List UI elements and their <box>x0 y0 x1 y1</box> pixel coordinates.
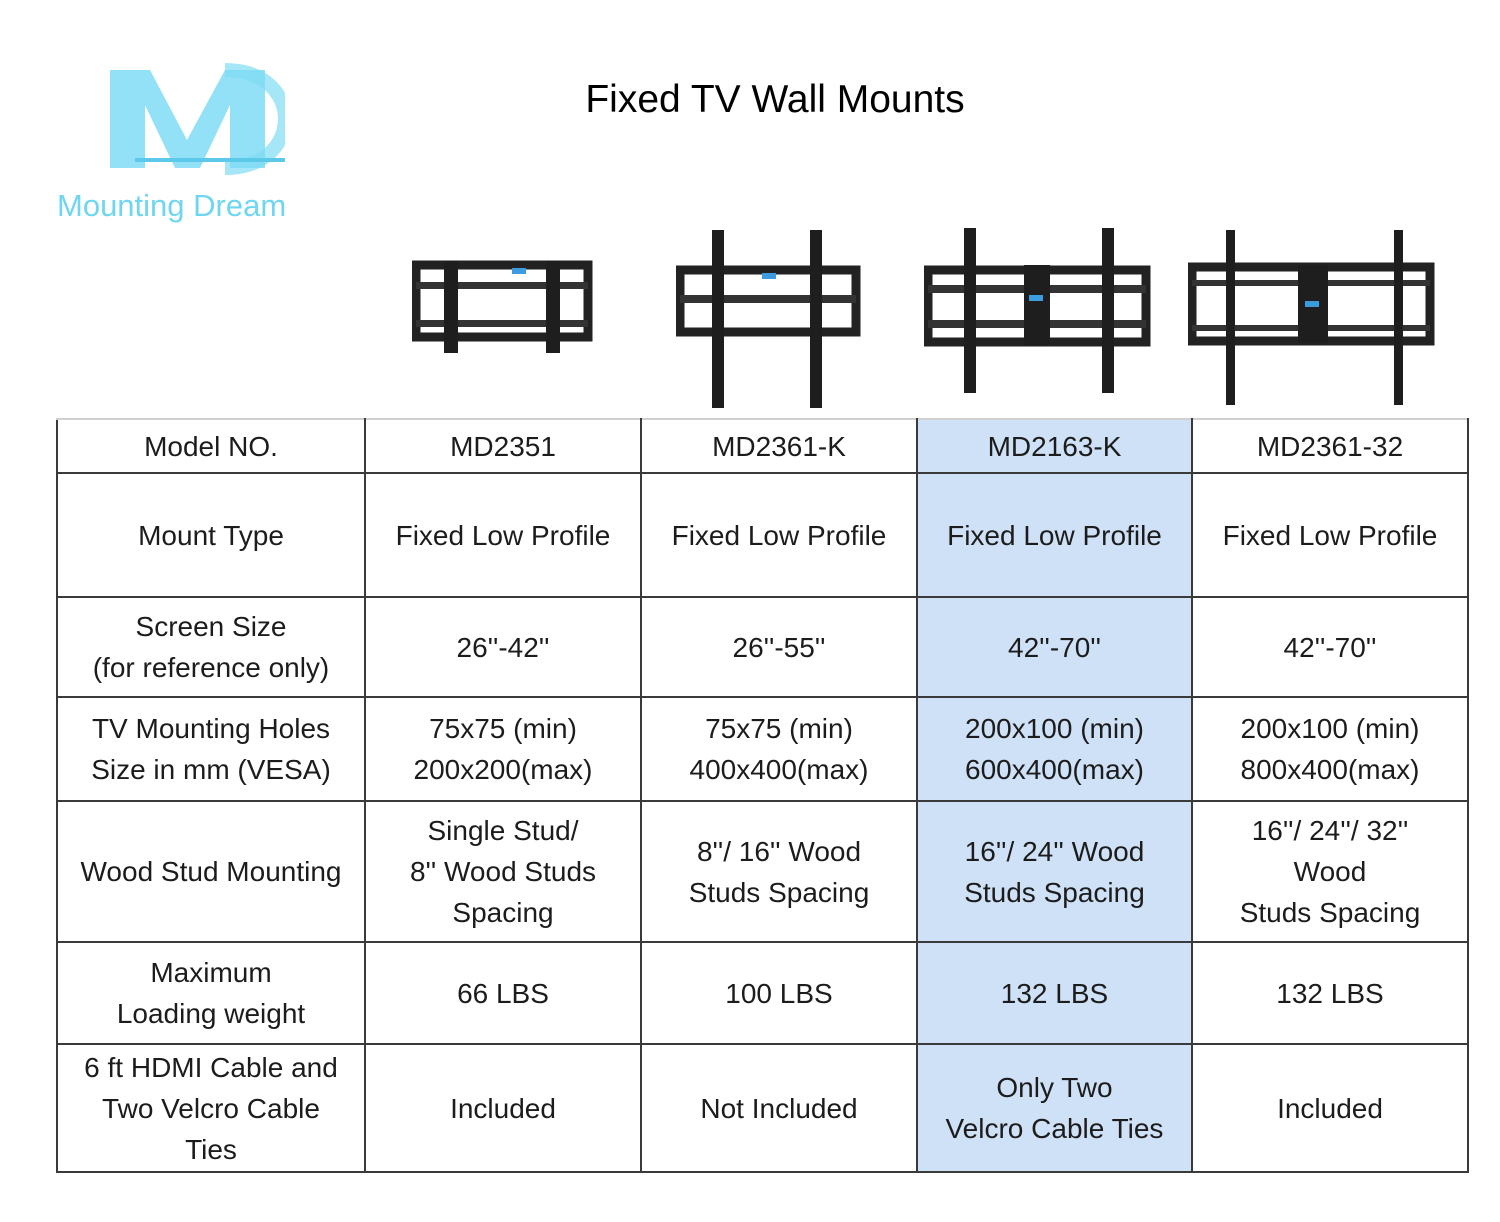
row-label: Maximum Loading weight <box>57 942 365 1044</box>
product-image-md2163k <box>924 225 1152 410</box>
brand-name: Mounting Dream <box>57 188 287 223</box>
table-cell: 42''-70'' <box>917 597 1192 697</box>
page-title: Fixed TV Wall Mounts <box>585 78 965 121</box>
table-cell: MD2163-K <box>917 419 1192 473</box>
table-cell: 16''/ 24'' Wood Studs Spacing <box>917 801 1192 942</box>
table-cell: Only Two Velcro Cable Ties <box>917 1044 1192 1172</box>
spec-table <box>56 418 1469 1173</box>
tv-mount-md2361k-icon <box>676 225 862 410</box>
table-cell: 200x100 (min) 800x400(max) <box>1192 697 1468 801</box>
table-cell: Fixed Low Profile <box>365 473 641 597</box>
table-cell: Fixed Low Profile <box>1192 473 1468 597</box>
table-cell: Not Included <box>641 1044 917 1172</box>
table-cell: Fixed Low Profile <box>917 473 1192 597</box>
product-image-md2361k <box>676 225 862 410</box>
table-cell: 75x75 (min) 200x200(max) <box>365 697 641 801</box>
product-image-md2351 <box>412 225 594 410</box>
row-label: Screen Size (for reference only) <box>57 597 365 697</box>
product-image-md2361-32 <box>1188 225 1436 410</box>
mount-type-row <box>57 473 1468 597</box>
table-cell: 75x75 (min) 400x400(max) <box>641 697 917 801</box>
vesa-row <box>57 697 1468 801</box>
tv-mount-md2163k-icon <box>924 225 1152 410</box>
table-cell: 8''/ 16'' Wood Studs Spacing <box>641 801 917 942</box>
table-cell: 132 LBS <box>917 942 1192 1044</box>
table-cell: 26''-55'' <box>641 597 917 697</box>
max-weight-row <box>57 942 1468 1044</box>
hdmi-cable-row <box>57 1044 1468 1172</box>
table-cell: 16''/ 24''/ 32'' Wood Studs Spacing <box>1192 801 1468 942</box>
row-label: Mount Type <box>57 473 365 597</box>
table-cell: 200x100 (min) 600x400(max) <box>917 697 1192 801</box>
table-cell: MD2361-K <box>641 419 917 473</box>
table-cell: 26''-42'' <box>365 597 641 697</box>
table-cell: Included <box>365 1044 641 1172</box>
table-cell: Single Stud/ 8'' Wood Studs Spacing <box>365 801 641 942</box>
model-row <box>57 419 1468 473</box>
table-cell: 100 LBS <box>641 942 917 1044</box>
row-label: Wood Stud Mounting <box>57 801 365 942</box>
table-cell: 132 LBS <box>1192 942 1468 1044</box>
screen-size-row <box>57 597 1468 697</box>
row-label: TV Mounting Holes Size in mm (VESA) <box>57 697 365 801</box>
table-cell: Fixed Low Profile <box>641 473 917 597</box>
table-cell: Included <box>1192 1044 1468 1172</box>
table-cell: MD2361-32 <box>1192 419 1468 473</box>
tv-mount-md2351-icon <box>412 225 594 410</box>
table-cell: 66 LBS <box>365 942 641 1044</box>
row-label: Model NO. <box>57 419 365 473</box>
table-cell: 42''-70'' <box>1192 597 1468 697</box>
row-label: 6 ft HDMI Cable and Two Velcro Cable Ties <box>57 1044 365 1172</box>
table-cell: MD2351 <box>365 419 641 473</box>
tv-mount-md2361-32-icon <box>1188 225 1436 410</box>
wood-stud-row <box>57 801 1468 942</box>
